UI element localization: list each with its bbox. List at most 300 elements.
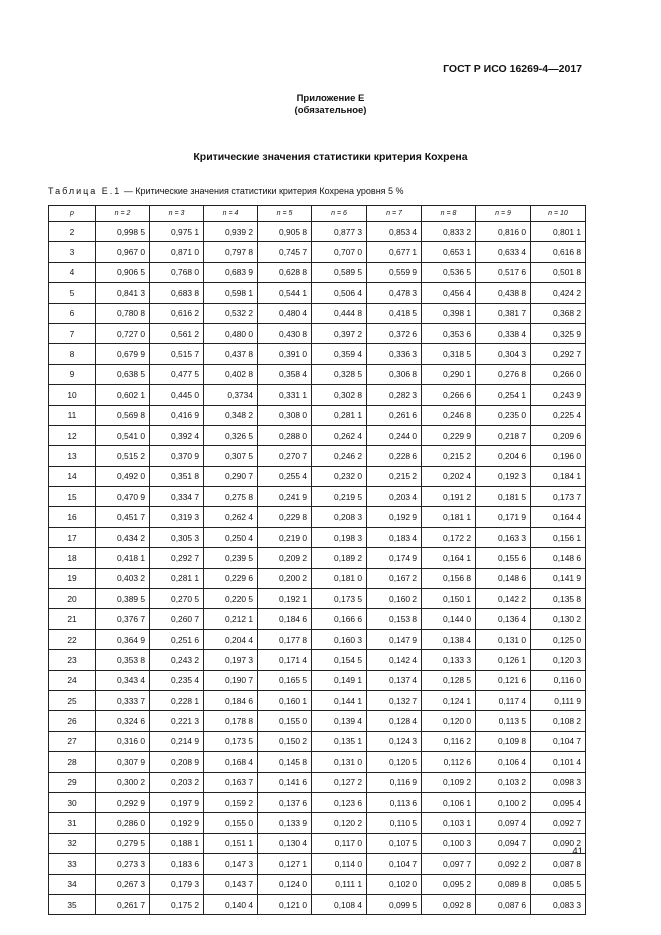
critical-value-cell: 0,113 5 [476,711,531,731]
critical-value-cell: 0,117 0 [312,833,367,853]
critical-value-cell: 0,202 4 [422,466,476,486]
critical-value-cell: 0,138 4 [422,629,476,649]
critical-value-cell: 0,120 5 [367,752,422,772]
critical-value-cell: 0,853 4 [367,222,422,242]
critical-value-cell: 0,137 4 [367,670,422,690]
critical-value-cell: 0,683 9 [204,262,258,282]
critical-value-cell: 0,229 9 [422,425,476,445]
critical-value-cell: 0,133 9 [258,813,312,833]
critical-value-cell: 0,871 0 [150,242,204,262]
critical-value-cell: 0,166 6 [312,609,367,629]
critical-value-cell: 0,144 1 [312,690,367,710]
row-p-value: 15 [49,487,96,507]
critical-value-cell: 0,098 3 [531,772,586,792]
critical-value-cell: 0,325 9 [531,323,586,343]
critical-value-cell: 0,470 9 [96,487,150,507]
row-p-value: 16 [49,507,96,527]
critical-value-cell: 0,328 5 [312,364,367,384]
critical-value-cell: 0,515 7 [150,344,204,364]
critical-value-cell: 0,376 7 [96,609,150,629]
critical-value-cell: 0,103 1 [422,813,476,833]
table-row [49,487,586,507]
table-row [49,527,586,547]
critical-value-cell: 0,319 3 [150,507,204,527]
critical-value-cell: 0,173 5 [204,731,258,751]
row-p-value: 8 [49,344,96,364]
table-row [49,385,586,405]
critical-value-cell: 0,745 7 [258,242,312,262]
critical-value-cell: 0,128 4 [367,711,422,731]
annex-type: (обязательное) [294,105,367,116]
critical-value-cell: 0,135 1 [312,731,367,751]
critical-value-cell: 0,192 1 [258,589,312,609]
critical-value-cell: 0,145 8 [258,752,312,772]
critical-value-cell: 0,780 8 [96,303,150,323]
critical-value-cell: 0,532 2 [204,303,258,323]
critical-value-cell: 0,155 0 [204,813,258,833]
critical-value-cell: 0,324 6 [96,711,150,731]
critical-value-cell: 0,334 7 [150,487,204,507]
critical-value-cell: 0,141 9 [531,568,586,588]
critical-value-cell: 0,198 3 [312,527,367,547]
critical-value-cell: 0,515 2 [96,446,150,466]
critical-value-cell: 0,171 4 [258,650,312,670]
critical-value-cell: 0,235 4 [150,670,204,690]
table-row [49,894,586,914]
critical-value-cell: 0,104 7 [531,731,586,751]
critical-value-cell: 0,090 2 [531,833,586,853]
critical-value-cell: 0,140 4 [204,894,258,914]
row-p-value: 19 [49,568,96,588]
critical-value-cell: 0,221 3 [150,711,204,731]
critical-value-cell: 0,155 0 [258,711,312,731]
critical-value-cell: 0,225 4 [531,405,586,425]
row-p-value: 13 [49,446,96,466]
critical-value-cell: 0,127 2 [312,772,367,792]
row-p-value: 33 [49,854,96,874]
critical-value-cell: 0,132 7 [367,690,422,710]
critical-value-cell: 0,120 3 [531,650,586,670]
critical-value-cell: 0,215 2 [422,446,476,466]
critical-value-cell: 0,173 5 [312,589,367,609]
table-caption-label: Таблица Е.1 [48,186,122,196]
critical-value-cell: 0,343 4 [96,670,150,690]
critical-value-cell: 0,279 5 [96,833,150,853]
critical-value-cell: 0,097 4 [476,813,531,833]
critical-value-cell: 0,292 9 [96,792,150,812]
critical-value-cell: 0,214 9 [150,731,204,751]
critical-value-cell: 0,173 7 [531,487,586,507]
critical-value-cell: 0,506 4 [312,283,367,303]
row-p-value: 31 [49,813,96,833]
critical-value-cell: 0,191 2 [422,487,476,507]
critical-value-cell: 0,251 6 [150,629,204,649]
critical-value-cell: 0,095 4 [531,792,586,812]
table-row [49,344,586,364]
critical-value-cell: 0,517 6 [476,262,531,282]
row-p-value: 34 [49,874,96,894]
critical-value-cell: 0,638 5 [96,364,150,384]
cochran-critical-values-table [48,205,586,915]
critical-value-cell: 0,300 2 [96,772,150,792]
critical-value-cell: 0,561 2 [150,323,204,343]
critical-value-cell: 0,101 4 [531,752,586,772]
critical-value-cell: 0,492 0 [96,466,150,486]
critical-value-cell: 0,270 5 [150,589,204,609]
row-p-value: 9 [49,364,96,384]
critical-value-cell: 0,102 0 [367,874,422,894]
critical-value-cell: 0,179 3 [150,874,204,894]
critical-value-cell: 0,797 8 [204,242,258,262]
critical-value-cell: 0,184 6 [204,690,258,710]
critical-value-cell: 0,589 5 [312,262,367,282]
critical-value-cell: 0,254 1 [476,385,531,405]
critical-value-cell: 0,348 2 [204,405,258,425]
critical-value-cell: 0,841 3 [96,283,150,303]
critical-value-cell: 0,302 8 [312,385,367,405]
row-p-value: 18 [49,548,96,568]
critical-value-cell: 0,209 6 [531,425,586,445]
critical-value-cell: 0,333 7 [96,690,150,710]
row-p-value: 30 [49,792,96,812]
critical-value-cell: 0,905 8 [258,222,312,242]
critical-value-cell: 0,124 3 [367,731,422,751]
critical-value-cell: 0,128 5 [422,670,476,690]
critical-value-cell: 0,353 6 [422,323,476,343]
critical-value-cell: 0,164 4 [531,507,586,527]
critical-value-cell: 0,255 4 [258,466,312,486]
critical-value-cell: 0,239 5 [204,548,258,568]
critical-value-cell: 0,116 0 [531,670,586,690]
critical-value-cell: 0,318 5 [422,344,476,364]
critical-value-cell: 0,083 3 [531,894,586,914]
critical-value-cell: 0,266 0 [531,364,586,384]
critical-value-cell: 0,288 0 [258,425,312,445]
column-header-n: n = 2 [96,206,150,222]
critical-value-cell: 0,177 8 [258,629,312,649]
critical-value-cell: 0,192 3 [476,466,531,486]
critical-value-cell: 0,437 8 [204,344,258,364]
critical-value-cell: 0,141 6 [258,772,312,792]
critical-value-cell: 0,628 8 [258,262,312,282]
critical-value-cell: 0,679 9 [96,344,150,364]
critical-value-cell: 0,150 2 [258,731,312,751]
row-p-value: 14 [49,466,96,486]
critical-value-cell: 0,097 7 [422,854,476,874]
critical-value-cell: 0,282 3 [367,385,422,405]
critical-value-cell: 0,092 8 [422,894,476,914]
critical-value-cell: 0,727 0 [96,323,150,343]
table-row [49,364,586,384]
critical-value-cell: 0,183 6 [150,854,204,874]
critical-value-cell: 0,336 3 [367,344,422,364]
critical-value-cell: 0,131 0 [476,629,531,649]
row-p-value: 24 [49,670,96,690]
row-p-value: 25 [49,690,96,710]
critical-value-cell: 0,147 3 [204,854,258,874]
critical-value-cell: 0,204 4 [204,629,258,649]
critical-value-cell: 0,142 2 [476,589,531,609]
critical-value-cell: 0,144 0 [422,609,476,629]
critical-value-cell: 0,250 4 [204,527,258,547]
critical-value-cell: 0,087 8 [531,854,586,874]
critical-value-cell: 0,307 9 [96,752,150,772]
row-p-value: 21 [49,609,96,629]
critical-value-cell: 0,768 0 [150,262,204,282]
page-number: 41 [572,846,583,857]
critical-value-cell: 0,192 9 [150,813,204,833]
critical-value-cell: 0,147 9 [367,629,422,649]
critical-value-cell: 0,124 0 [258,874,312,894]
standard-designation: ГОСТ Р ИСО 16269-4—2017 [443,63,582,75]
critical-value-cell: 0,184 6 [258,609,312,629]
table-row [49,446,586,466]
critical-value-cell: 0,403 2 [96,568,150,588]
row-p-value: 32 [49,833,96,853]
critical-value-cell: 0,092 2 [476,854,531,874]
table-row [49,568,586,588]
critical-value-cell: 0,120 0 [422,711,476,731]
table-row [49,690,586,710]
table-row [49,283,586,303]
critical-value-cell: 0,975 1 [150,222,204,242]
critical-value-cell: 0,133 3 [422,650,476,670]
critical-value-cell: 0,389 5 [96,589,150,609]
critical-value-cell: 0,418 5 [367,303,422,323]
critical-value-cell: 0,438 8 [476,283,531,303]
critical-value-cell: 0,155 6 [476,548,531,568]
critical-value-cell: 0,244 0 [367,425,422,445]
critical-value-cell: 0,103 2 [476,772,531,792]
critical-value-cell: 0,707 0 [312,242,367,262]
critical-value-cell: 0,181 0 [312,568,367,588]
critical-value-cell: 0,156 1 [531,527,586,547]
section-title: Критические значения статистики критерия Кохрена [193,151,468,163]
critical-value-cell: 0,148 6 [476,568,531,588]
critical-value-cell: 0,183 4 [367,527,422,547]
critical-value-cell: 0,178 8 [204,711,258,731]
critical-value-cell: 0,219 0 [258,527,312,547]
critical-value-cell: 0,112 6 [422,752,476,772]
critical-value-cell: 0,160 1 [258,690,312,710]
critical-value-cell: 0,089 8 [476,874,531,894]
column-header-n: n = 4 [204,206,258,222]
critical-value-cell: 0,281 1 [150,568,204,588]
critical-value-cell: 0,243 9 [531,385,586,405]
critical-value-cell: 0,110 5 [367,813,422,833]
critical-value-cell: 0,131 0 [312,752,367,772]
critical-value-cell: 0,116 9 [367,772,422,792]
critical-value-cell: 0,137 6 [258,792,312,812]
critical-value-cell: 0,480 4 [258,303,312,323]
table-row [49,222,586,242]
row-p-value: 26 [49,711,96,731]
critical-value-cell: 0,113 6 [367,792,422,812]
row-p-value: 22 [49,629,96,649]
critical-value-cell: 0,100 2 [476,792,531,812]
critical-value-cell: 0,305 3 [150,527,204,547]
critical-value-cell: 0,381 7 [476,303,531,323]
column-header-n: n = 6 [312,206,367,222]
critical-value-cell: 0,372 6 [367,323,422,343]
critical-value-cell: 0,106 4 [476,752,531,772]
critical-value-cell: 0,477 5 [150,364,204,384]
critical-value-cell: 0,331 1 [258,385,312,405]
row-p-value: 7 [49,323,96,343]
row-p-value: 6 [49,303,96,323]
row-p-value: 4 [49,262,96,282]
critical-value-cell: 0,094 7 [476,833,531,853]
row-p-value: 3 [49,242,96,262]
critical-value-cell: 0,109 8 [476,731,531,751]
critical-value-cell: 0,181 1 [422,507,476,527]
critical-value-cell: 0,3734 [204,385,258,405]
critical-value-cell: 0,536 5 [422,262,476,282]
critical-value-cell: 0,273 3 [96,854,150,874]
critical-value-cell: 0,424 2 [531,283,586,303]
critical-value-cell: 0,148 6 [531,548,586,568]
table-row [49,833,586,853]
critical-value-cell: 0,270 7 [258,446,312,466]
critical-value-cell: 0,208 3 [312,507,367,527]
table-row [49,772,586,792]
critical-value-cell: 0,229 6 [204,568,258,588]
critical-value-cell: 0,209 2 [258,548,312,568]
column-header-n: n = 8 [422,206,476,222]
critical-value-cell: 0,451 7 [96,507,150,527]
critical-value-cell: 0,232 0 [312,466,367,486]
critical-value-cell: 0,967 0 [96,242,150,262]
row-p-value: 20 [49,589,96,609]
table-row [49,609,586,629]
critical-value-cell: 0,114 0 [312,854,367,874]
table-row [49,813,586,833]
table-row [49,874,586,894]
critical-value-cell: 0,261 6 [367,405,422,425]
critical-value-cell: 0,159 2 [204,792,258,812]
critical-value-cell: 0,123 6 [312,792,367,812]
critical-value-cell: 0,126 1 [476,650,531,670]
critical-value-cell: 0,174 9 [367,548,422,568]
critical-value-cell: 0,142 4 [367,650,422,670]
table-row [49,242,586,262]
row-p-value: 27 [49,731,96,751]
critical-value-cell: 0,100 3 [422,833,476,853]
critical-value-cell: 0,130 2 [531,609,586,629]
critical-value-cell: 0,445 0 [150,385,204,405]
critical-value-cell: 0,203 4 [367,487,422,507]
critical-value-cell: 0,124 1 [422,690,476,710]
critical-value-cell: 0,351 8 [150,466,204,486]
column-header-n: n = 9 [476,206,531,222]
critical-value-cell: 0,833 2 [422,222,476,242]
table-row [49,466,586,486]
table-row [49,854,586,874]
critical-value-cell: 0,160 3 [312,629,367,649]
critical-value-cell: 0,307 5 [204,446,258,466]
critical-value-cell: 0,171 9 [476,507,531,527]
critical-value-cell: 0,189 2 [312,548,367,568]
table-row [49,629,586,649]
critical-value-cell: 0,338 4 [476,323,531,343]
critical-value-cell: 0,139 4 [312,711,367,731]
critical-value-cell: 0,290 7 [204,466,258,486]
critical-value-cell: 0,370 9 [150,446,204,466]
table-row [49,262,586,282]
critical-value-cell: 0,906 5 [96,262,150,282]
table-row [49,670,586,690]
column-header-n: n = 7 [367,206,422,222]
table-row [49,711,586,731]
critical-value-cell: 0,877 3 [312,222,367,242]
critical-value-cell: 0,261 7 [96,894,150,914]
critical-value-cell: 0,120 2 [312,813,367,833]
critical-value-cell: 0,111 9 [531,690,586,710]
critical-value-cell: 0,544 1 [258,283,312,303]
row-p-value: 11 [49,405,96,425]
critical-value-cell: 0,286 0 [96,813,150,833]
row-p-value: 12 [49,425,96,445]
critical-value-cell: 0,478 3 [367,283,422,303]
column-header-n: n = 3 [150,206,204,222]
critical-value-cell: 0,087 6 [476,894,531,914]
critical-value-cell: 0,085 5 [531,874,586,894]
critical-value-cell: 0,175 2 [150,894,204,914]
critical-value-cell: 0,204 6 [476,446,531,466]
critical-value-cell: 0,181 5 [476,487,531,507]
critical-value-cell: 0,116 2 [422,731,476,751]
critical-value-cell: 0,480 0 [204,323,258,343]
critical-value-cell: 0,151 1 [204,833,258,853]
table-row [49,731,586,751]
critical-value-cell: 0,290 1 [422,364,476,384]
table-header-row [49,206,586,222]
critical-value-cell: 0,163 7 [204,772,258,792]
critical-value-cell: 0,368 2 [531,303,586,323]
critical-value-cell: 0,092 7 [531,813,586,833]
critical-value-cell: 0,398 1 [422,303,476,323]
critical-value-cell: 0,143 7 [204,874,258,894]
critical-value-cell: 0,633 4 [476,242,531,262]
critical-value-cell: 0,444 8 [312,303,367,323]
critical-value-cell: 0,262 4 [312,425,367,445]
critical-value-cell: 0,125 0 [531,629,586,649]
critical-value-cell: 0,262 4 [204,507,258,527]
row-p-value: 28 [49,752,96,772]
critical-value-cell: 0,816 0 [476,222,531,242]
critical-value-cell: 0,127 1 [258,854,312,874]
row-p-value: 29 [49,772,96,792]
critical-value-cell: 0,998 5 [96,222,150,242]
critical-value-cell: 0,108 4 [312,894,367,914]
critical-value-cell: 0,416 9 [150,405,204,425]
critical-value-cell: 0,163 3 [476,527,531,547]
row-p-value: 35 [49,894,96,914]
critical-value-cell: 0,276 8 [476,364,531,384]
critical-value-cell: 0,228 1 [150,690,204,710]
critical-value-cell: 0,108 2 [531,711,586,731]
critical-value-cell: 0,136 4 [476,609,531,629]
table-row [49,507,586,527]
critical-value-cell: 0,598 1 [204,283,258,303]
critical-value-cell: 0,326 5 [204,425,258,445]
critical-value-cell: 0,292 7 [150,548,204,568]
table-row [49,792,586,812]
critical-value-cell: 0,306 8 [367,364,422,384]
critical-value-cell: 0,104 7 [367,854,422,874]
critical-value-cell: 0,653 1 [422,242,476,262]
row-p-value: 10 [49,385,96,405]
